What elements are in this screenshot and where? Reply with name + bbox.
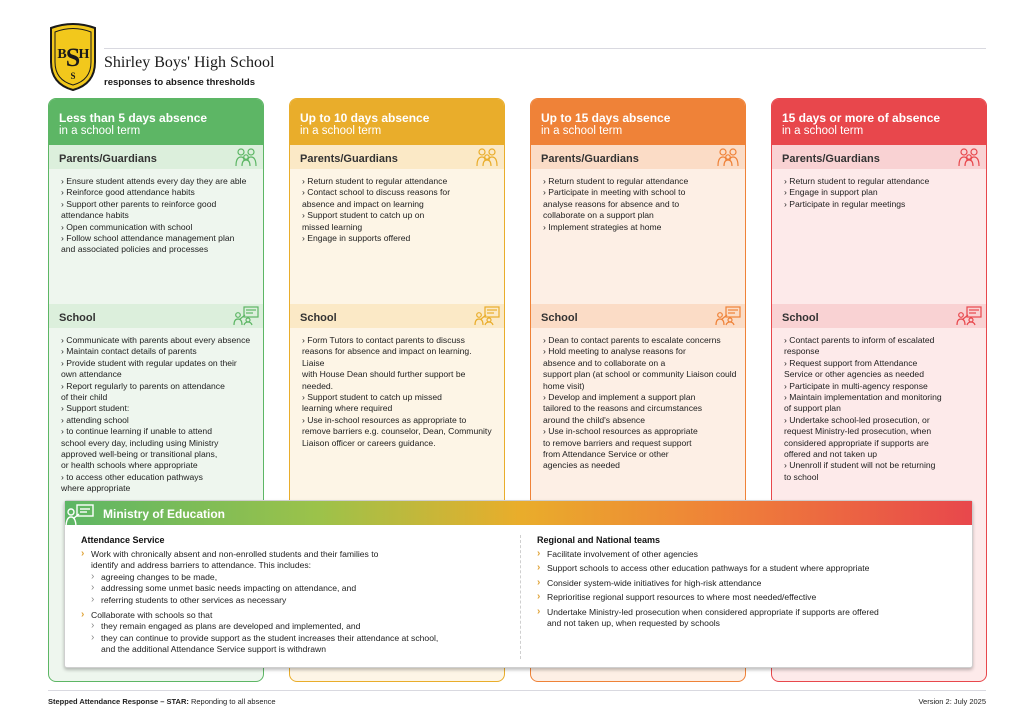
parents-guardians-heading	[772, 145, 986, 169]
school-crest-logo	[48, 22, 98, 92]
school-heading	[49, 304, 263, 328]
column-header	[772, 99, 986, 145]
header-rule	[104, 48, 986, 49]
regional-national-heading: Regional and National teams	[537, 535, 661, 545]
list-item: › Facilitate involvement of other agencies	[537, 549, 957, 560]
list-item: › Reprioritise regional support resources to where most needed/effective	[537, 592, 957, 603]
list-item: › Ensure student attends every day they are able	[61, 176, 247, 186]
list-subitem: › agreeing changes to be made,	[81, 572, 501, 583]
presenter-icon	[63, 503, 95, 529]
attendance-service-list	[81, 549, 501, 656]
list-item: › Work with chronically absent and non-enrolled students and their families to identify and address barriers to attendance. This includes:	[81, 549, 501, 572]
footer-title: Stepped Attendance Response – STAR:	[48, 697, 189, 706]
list-subitem: › they remain engaged as plans are developed and implemented, and	[81, 621, 501, 632]
list-item: › attending school	[61, 414, 129, 425]
family-icon	[715, 147, 741, 167]
regional-national-section	[537, 535, 957, 632]
classroom-icon	[715, 306, 741, 326]
column-subtitle: in a school term	[59, 125, 141, 137]
list-item: › Return student to regular attendance	[543, 176, 689, 186]
list-item: › Form Tutors to contact parents to discuss reasons for absence and impact on learning. Liaise with House Dean should further support be needed.	[302, 335, 472, 391]
column-subtitle: in a school term	[782, 125, 864, 137]
classroom-icon	[474, 306, 500, 326]
school-list	[772, 328, 986, 483]
svg-text:S: S	[65, 43, 81, 72]
list-item: › Implement strategies at home	[543, 221, 662, 232]
classroom-icon	[956, 306, 982, 326]
list-item: › Engage in supports offered	[302, 233, 411, 244]
list-item: › Reinforce good attendance habits	[61, 187, 195, 198]
section-label: School	[59, 312, 96, 324]
list-item: › Use in-school resources as appropriate to remove barriers and request support from Attendance Service or other agencies as needed	[543, 426, 698, 471]
attendance-service-section	[81, 535, 501, 656]
section-label: Parents/Guardians	[782, 153, 880, 165]
attendance-service-heading: Attendance Service	[81, 535, 165, 545]
school-list	[290, 328, 504, 449]
section-divider	[520, 535, 521, 659]
list-item: › Request support from Attendance Service or other agencies as needed	[784, 357, 924, 380]
list-item: › Maintain contact details of parents	[61, 346, 197, 357]
list-item: › Collaborate with schools so that	[81, 610, 501, 621]
list-subitem: › referring students to other services as necessary	[81, 595, 501, 606]
list-item: › Communicate with parents about every absence	[61, 335, 251, 345]
footer-subtitle: Reponding to all absence	[188, 697, 276, 706]
list-item: › Follow school attendance management plan and associated policies and processes	[61, 233, 235, 255]
classroom-icon	[233, 306, 259, 326]
list-item: › Engage in support plan	[784, 187, 878, 198]
list-item: › to continue learning if unable to attend school every day, including using Ministry approved well-being or transitional plans, or health schools where appropriate	[61, 426, 219, 471]
column-header	[531, 99, 745, 145]
column-subtitle: in a school term	[300, 125, 382, 137]
column-title: 15 days or more of absence	[782, 111, 941, 125]
parents-guardians-heading	[290, 145, 504, 169]
ministry-header-bar	[65, 501, 972, 525]
list-item: › Open communication with school	[61, 221, 193, 232]
list-item: › Report regularly to parents on attendance of their child	[61, 380, 225, 403]
parents-guardians-list	[290, 169, 504, 304]
column-title: Up to 10 days absence	[300, 111, 430, 125]
parents-guardians-heading	[531, 145, 745, 169]
list-item: › Provide student with regular updates on their own attendance	[61, 357, 237, 380]
list-subitem: › they can continue to provide support as the student increases their attendance at school, and the additional Attendance Service support is withdrawn	[81, 633, 501, 656]
school-heading	[531, 304, 745, 328]
family-icon	[233, 147, 259, 167]
list-item: › Support other parents to reinforce good attendance habits	[61, 198, 217, 221]
list-item: › Support student to catch up on missed learning	[302, 210, 425, 232]
list-subitem: › addressing some unmet basic needs impacting on attendance, and	[81, 583, 501, 594]
column-title: Less than 5 days absence	[59, 111, 208, 125]
school-heading	[290, 304, 504, 328]
parents-guardians-list	[49, 169, 263, 304]
family-icon	[956, 147, 982, 167]
column-subtitle: in a school term	[541, 125, 623, 137]
list-item: › Unenroll if student will not be returning to school	[784, 460, 936, 482]
list-item: › Develop and implement a support plan tailored to the reasons and circumstances around the child's absence	[543, 392, 703, 425]
list-item: › Support schools to access other education pathways for a student where appropriate	[537, 563, 957, 574]
parents-guardians-list	[772, 169, 986, 304]
ministry-of-education-panel	[64, 500, 973, 668]
section-label: School	[541, 312, 578, 324]
footer-version: Version 2: July 2025	[918, 697, 986, 706]
list-item: › Consider system-wide initiatives for high-risk attendance	[537, 578, 957, 589]
list-item: › Participate in meeting with school to analyse reasons for absence and to collaborate on a support plan	[543, 187, 686, 221]
parents-guardians-heading	[49, 145, 263, 169]
list-item: › Hold meeting to analyse reasons for absence and to collaborate on a support plan (at school or community Liaison could home visit)	[543, 346, 737, 391]
column-header	[49, 99, 263, 145]
svg-text:B: B	[57, 47, 67, 62]
list-item: › Maintain implementation and monitoring of support plan	[784, 392, 942, 414]
list-item: › Contact parents to inform of escalated response	[784, 335, 935, 357]
school-list	[531, 328, 745, 472]
section-label: School	[300, 312, 337, 324]
svg-text:H: H	[78, 47, 90, 62]
list-item: › Support student:	[61, 403, 130, 414]
list-item: › Undertake school-led prosecution, or request Ministry-led prosecution, when considered appropriate if supports are offered and not taken up	[784, 414, 932, 460]
svg-text:S: S	[70, 71, 76, 81]
list-item: › Contact school to discuss reasons for absence and impact on learning	[302, 187, 451, 209]
section-label: Parents/Guardians	[541, 153, 639, 165]
list-item: › Undertake Ministry-led prosecution when considered appropriate if supports are offered and not taken up, when requested by schools	[537, 607, 957, 630]
page-subtitle: responses to absence thresholds	[104, 77, 255, 88]
list-item: › Use in-school resources as appropriate to remove barriers e.g. counselor, Dean, Community Liaison officer or careers guidance.	[302, 414, 492, 448]
list-item: › Participate in multi-agency response	[784, 380, 928, 391]
list-item: › to access other education pathways where appropriate	[61, 471, 203, 494]
ministry-title: Ministry of Education	[103, 507, 226, 521]
list-item: › Participate in regular meetings	[784, 198, 906, 209]
section-label: School	[782, 312, 819, 324]
school-heading	[772, 304, 986, 328]
footer-left	[48, 697, 276, 706]
list-item: › Return student to regular attendance	[302, 176, 448, 186]
footer-rule	[48, 690, 986, 691]
school-list	[49, 328, 263, 495]
column-header	[290, 99, 504, 145]
list-item: › Support student to catch up missed learning where required	[302, 392, 442, 414]
column-title: Up to 15 days absence	[541, 111, 671, 125]
regional-national-list	[537, 549, 957, 629]
list-item: › Return student to regular attendance	[784, 176, 930, 186]
parents-guardians-list	[531, 169, 745, 304]
list-item: › Dean to contact parents to escalate concerns	[543, 335, 721, 345]
section-label: Parents/Guardians	[59, 153, 157, 165]
family-icon	[474, 147, 500, 167]
school-name: Shirley Boys' High School	[104, 54, 275, 71]
section-label: Parents/Guardians	[300, 153, 398, 165]
